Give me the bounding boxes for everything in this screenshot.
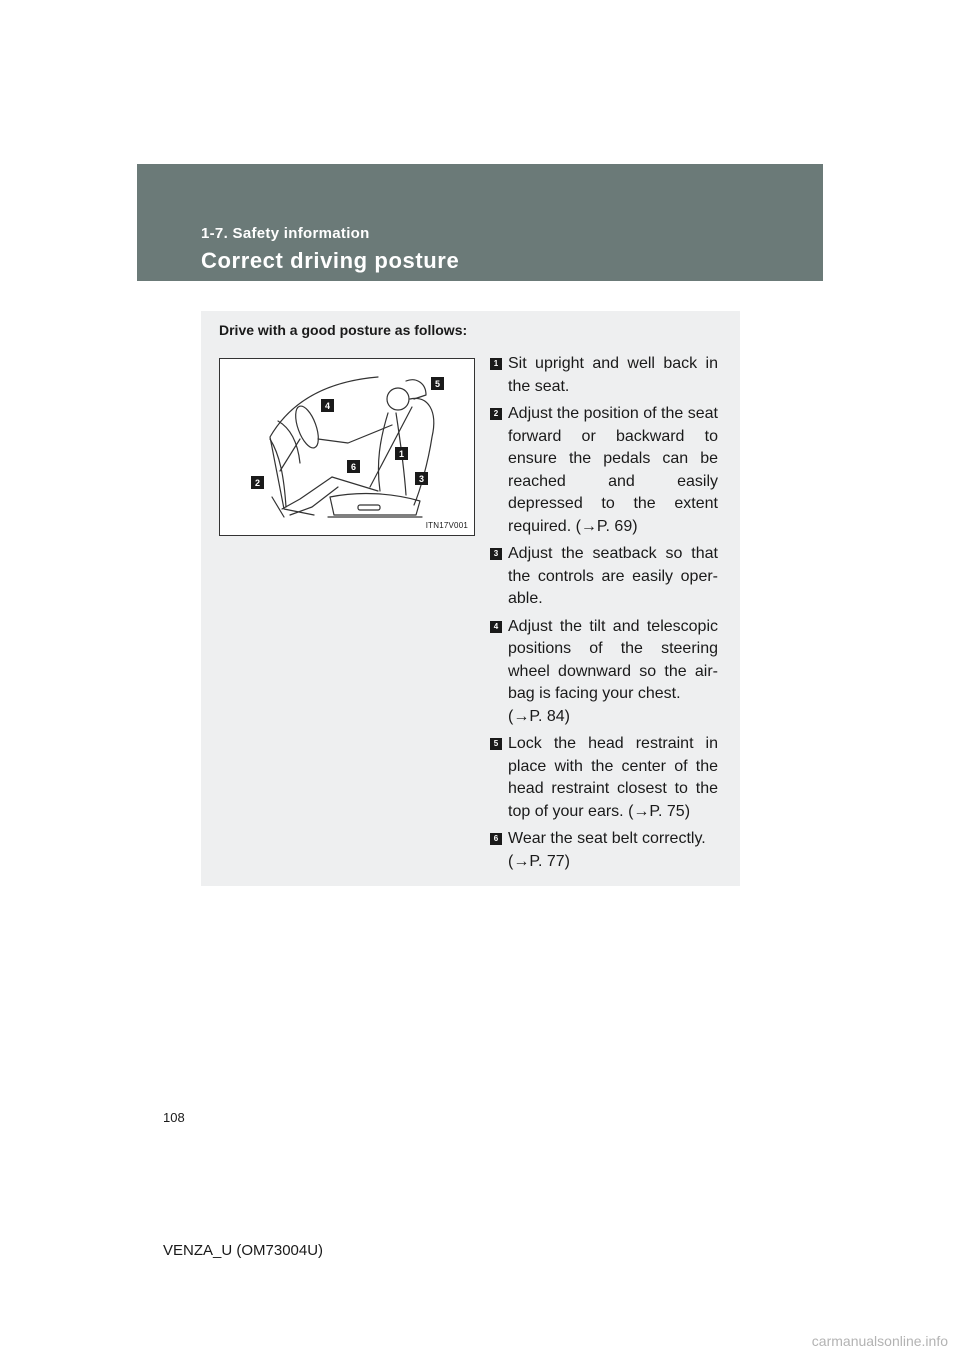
step-text: Adjust the seatback so that the controls are easily oper-able. (508, 545, 718, 607)
steering-column (280, 439, 300, 471)
driver-front (378, 413, 388, 491)
driver-leg (282, 477, 332, 509)
seat-control (358, 505, 380, 510)
callout-group (251, 377, 444, 489)
callout-label-3: 3 (418, 474, 425, 484)
page-number: 108 (163, 1110, 185, 1125)
dashboard-outline (270, 377, 378, 515)
posture-steps (490, 353, 718, 878)
step-text: Adjust the position of the seat forward or backward to ensure the pedals can be reached and easily depressed to the extent required. (→P. 69) (508, 405, 718, 535)
list-item (490, 353, 718, 398)
step-text: Adjust the tilt and telescopic positions of the steering wheel downward so the air-bag is facing your chest. (→P. 84) (508, 617, 718, 725)
posture-drawing (220, 359, 474, 535)
list-item (490, 543, 718, 611)
step-number-badge: 3 (490, 548, 502, 560)
list-item (490, 403, 718, 538)
callout-label-4: 4 (324, 401, 331, 411)
list-item (490, 733, 718, 823)
step-number-badge: 4 (490, 621, 502, 633)
document-id: VENZA_U (OM73004U) (163, 1242, 324, 1259)
figure-code: ITN17V001 (425, 521, 468, 530)
step-text: Sit upright and well back in the seat. (508, 355, 718, 395)
section-label: 1-7. Safety information (201, 225, 370, 242)
callout-label-5: 5 (434, 379, 441, 389)
callout-label-1: 1 (398, 449, 405, 459)
list-item (490, 828, 718, 873)
step-text: Wear the seat belt correctly. (→P. 77) (508, 830, 706, 870)
intro-text: Drive with a good posture as follows: (219, 322, 468, 338)
seat-cushion (330, 494, 420, 515)
step-number-badge: 5 (490, 738, 502, 750)
step-number-badge: 2 (490, 408, 502, 420)
seat-back (410, 398, 434, 505)
driving-posture-illustration (219, 358, 475, 536)
step-number-badge: 6 (490, 833, 502, 845)
step-text: Lock the head restraint in place with the center of the head restraint closest to the top of your ears. (→P. 75) (508, 735, 718, 820)
content-panel (201, 311, 740, 886)
watermark: carmanualsonline.info (811, 1333, 948, 1349)
list-item (490, 616, 718, 729)
header-banner (137, 164, 823, 281)
page-title: Correct driving posture (201, 248, 460, 273)
callout-label-2: 2 (254, 478, 261, 488)
step-number-badge: 1 (490, 358, 502, 370)
callout-label-6: 6 (350, 462, 357, 472)
driver-head (387, 388, 409, 410)
